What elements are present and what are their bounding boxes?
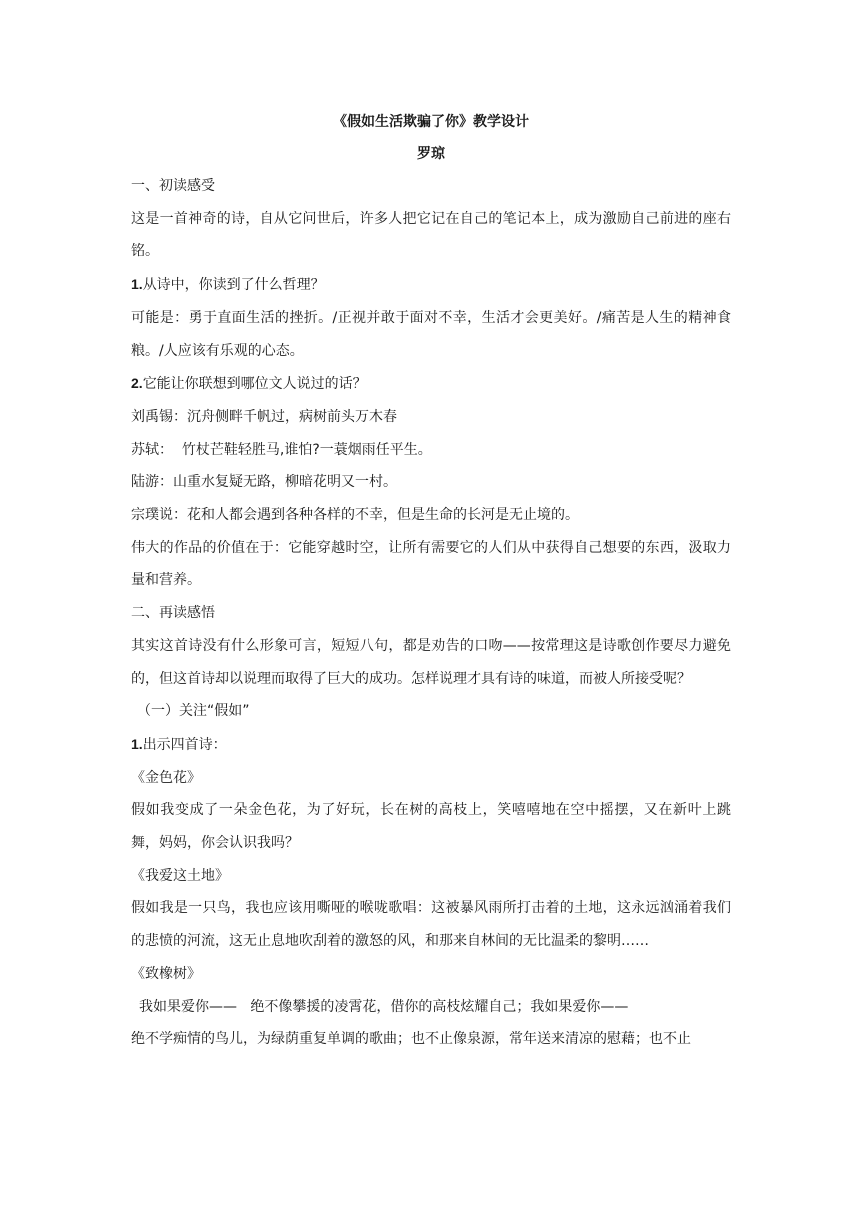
question-2: [131, 367, 731, 401]
poem-1-text: 假如我变成了一朵金色花，为了好玩，长在树的高枝上，笑嘻嘻地在空中摇摆，又在新叶上跳舞，妈妈，你会认识我吗？: [131, 802, 731, 852]
poem-2-text: 假如我是一只鸟，我也应该用嘶哑的喉咙歌唱：这被暴风雨所打击着的土地，这永远汹涌着我们的悲愤的河流，这无止息地吹刮着的激怒的风，和那来自林间的无比温柔的黎明……: [131, 900, 731, 950]
section-heading-2: 二、再读感悟: [131, 605, 215, 622]
quote-zong-pu: 宗璞说：花和人都会遇到各种各样的不幸，但是生命的长河是无止境的。: [131, 507, 579, 524]
document-author: 罗琼: [417, 146, 445, 162]
show-poems-text: 出示四首诗：: [142, 736, 227, 753]
poem-3-line-2: 绝不学痴情的鸟儿，为绿荫重复单调的歌曲；也不止像泉源，常年送来清凉的慰藉；也不止: [131, 1031, 691, 1048]
question-2-number: 2.: [131, 375, 143, 392]
section-heading-1: 一、初读感受: [131, 178, 215, 194]
subsection-heading-1: （一）关注“假如”: [137, 703, 250, 720]
intro-paragraph: 这是一首神奇的诗，自从它问世后，许多人把它记在自己的笔记本上，成为激励自己前进的座右铭。: [131, 210, 731, 260]
quote-lu-you: 陆游：山重水复疑无路，柳暗花明又一村。: [131, 474, 397, 491]
question-1-number: 1.: [131, 276, 143, 293]
quote-liu-yuxi: 刘禹锡：沉舟侧畔千帆过，病树前头万木春: [131, 408, 397, 425]
document-page: [131, 106, 731, 1056]
reread-paragraph: 其实这首诗没有什么形象可言，短短八句，都是劝告的口吻——按常理这是诗歌创作要尽力避免的，但这首诗却以说理而取得了巨大的成功。怎样说理才具有诗的味道，而被人所接受呢？: [131, 637, 731, 687]
question-1: [131, 268, 731, 302]
show-poems-line: [131, 728, 731, 762]
document-title: 《假如生活欺骗了你》教学设计: [333, 114, 529, 130]
poem-2-title: 《我爱这土地》: [131, 867, 229, 884]
value-paragraph: 伟大的作品的价值在于：它能穿越时空，让所有需要它的人们从中获得自己想要的东西，汲取力量和营养。: [131, 539, 731, 589]
quote-su-shi: 苏轼： 竹杖芒鞋轻胜马,谁怕?一蓑烟雨任平生。: [131, 441, 432, 458]
poem-3-title: 《致橡树》: [131, 965, 201, 982]
question-2-text: 它能让你联想到哪位文人说过的话？: [142, 376, 367, 393]
show-poems-number: 1.: [131, 735, 143, 752]
question-1-text: 从诗中，你读到了什么哲理？: [142, 277, 325, 294]
answer-1: 可能是：勇于直面生活的挫折。/正视并敢于面对不幸，生活才会更美好。/痛苦是人生的精神食粮。/人应该有乐观的心态。: [131, 309, 731, 359]
poem-1-title: 《金色花》: [131, 769, 201, 786]
poem-3-line-1: 我如果爱你—— 绝不像攀援的凌霄花，借你的高枝炫耀自己；我如果爱你——: [139, 998, 629, 1015]
